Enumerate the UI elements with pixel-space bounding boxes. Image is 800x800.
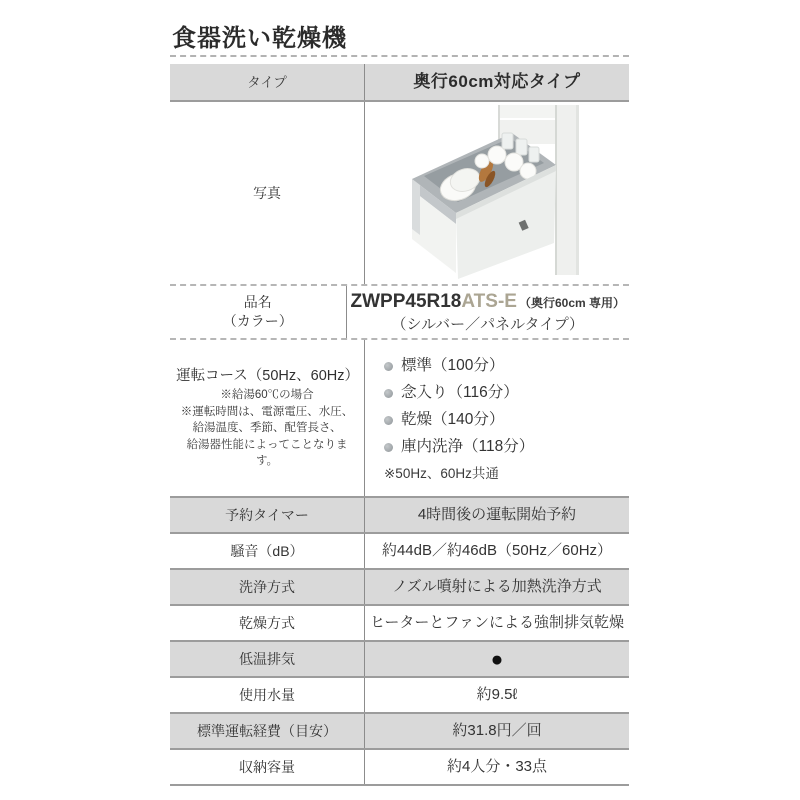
- bullet-icon: [384, 443, 393, 452]
- spec-value: ノズル噴射による加熱洗浄方式: [392, 578, 602, 595]
- course-item: [384, 383, 519, 403]
- course-title: 運転コース（50Hz、60Hz）: [176, 368, 359, 385]
- table-row-type: [170, 64, 629, 102]
- model-main: ZWPP45R18: [350, 290, 462, 312]
- photo-label: 写真: [170, 102, 365, 284]
- model-suffix: ATS-E: [461, 290, 517, 312]
- spec-value: ヒーターとファンによる強制排気乾燥: [369, 614, 625, 631]
- type-label: タイプ: [170, 64, 365, 100]
- name-label: [170, 286, 347, 338]
- spec-value: 4時間後の運転開始予約: [417, 506, 577, 523]
- model-number: [351, 291, 626, 314]
- table-row-capacity: [170, 750, 629, 786]
- course-note-2: ※運転時間は、電源電圧、水圧、: [180, 405, 354, 418]
- spec-table: [170, 64, 629, 786]
- table-row-low-temp-exhaust: [170, 642, 629, 678]
- spec-label: 予約タイマー: [170, 498, 365, 532]
- spec-value: 約4人分・33点: [446, 758, 548, 775]
- course-item-label: 標準（100分）: [401, 357, 505, 374]
- table-row-dry-method: [170, 606, 629, 642]
- table-row-course: [170, 340, 629, 498]
- spec-label: 低温排気: [170, 642, 365, 676]
- bullet-icon: [384, 416, 393, 425]
- spec-value: 約44dB／約46dB（50Hz／60Hz）: [381, 542, 613, 559]
- course-list: [365, 340, 629, 496]
- table-row-wash-method: [170, 570, 629, 606]
- bullet-icon: [384, 362, 393, 371]
- table-row-name: [170, 286, 629, 340]
- color-note: （シルバー／パネルタイプ）: [391, 315, 584, 333]
- course-item-label: 庫内洗浄（118分）: [401, 438, 535, 455]
- table-row-photo: [170, 102, 629, 286]
- name-value: [347, 286, 630, 338]
- bullet-icon: [384, 389, 393, 398]
- table-row-running-cost: [170, 714, 629, 750]
- table-row-water-usage: [170, 678, 629, 714]
- photo-cell: [365, 102, 629, 284]
- dishwasher-photo: [400, 105, 595, 281]
- top-dashed-divider: [170, 55, 629, 57]
- course-note-1: ※給湯60℃の場合: [220, 389, 314, 402]
- name-label-line1: 品名: [243, 294, 272, 310]
- course-item: [384, 437, 534, 457]
- spec-value: 約31.8円／回: [452, 722, 542, 739]
- table-row-noise: [170, 534, 629, 570]
- type-value: 奥行60cm対応タイプ: [413, 72, 581, 91]
- model-note: （奥行60cm 専用）: [518, 295, 625, 310]
- course-item: [384, 410, 504, 430]
- course-note-3: 給湯温度、季節、配管長さ、: [192, 422, 342, 435]
- course-item-label: 乾燥（140分）: [401, 411, 505, 428]
- spec-label: 収納容量: [170, 750, 365, 784]
- course-foot-note: ※50Hz、60Hz共通: [384, 465, 499, 481]
- spec-value-dot: ●: [490, 647, 504, 671]
- spec-value: 約9.5ℓ: [476, 686, 518, 703]
- course-label: [170, 340, 365, 496]
- spec-label: 騒音（dB）: [170, 534, 365, 568]
- table-row-timer: [170, 498, 629, 534]
- spec-label: 使用水量: [170, 678, 365, 712]
- page-title: 食器洗い乾燥機: [172, 25, 347, 52]
- course-item: [384, 356, 504, 376]
- name-label-line2: （カラー）: [222, 313, 293, 329]
- spec-label: 洗浄方式: [170, 570, 365, 604]
- course-note-4: 給湯器性能によってことなります。: [186, 438, 348, 468]
- spec-label: 標準運転経費（目安）: [170, 714, 365, 748]
- course-item-label: 念入り（116分）: [401, 384, 519, 401]
- spec-label: 乾燥方式: [170, 606, 365, 640]
